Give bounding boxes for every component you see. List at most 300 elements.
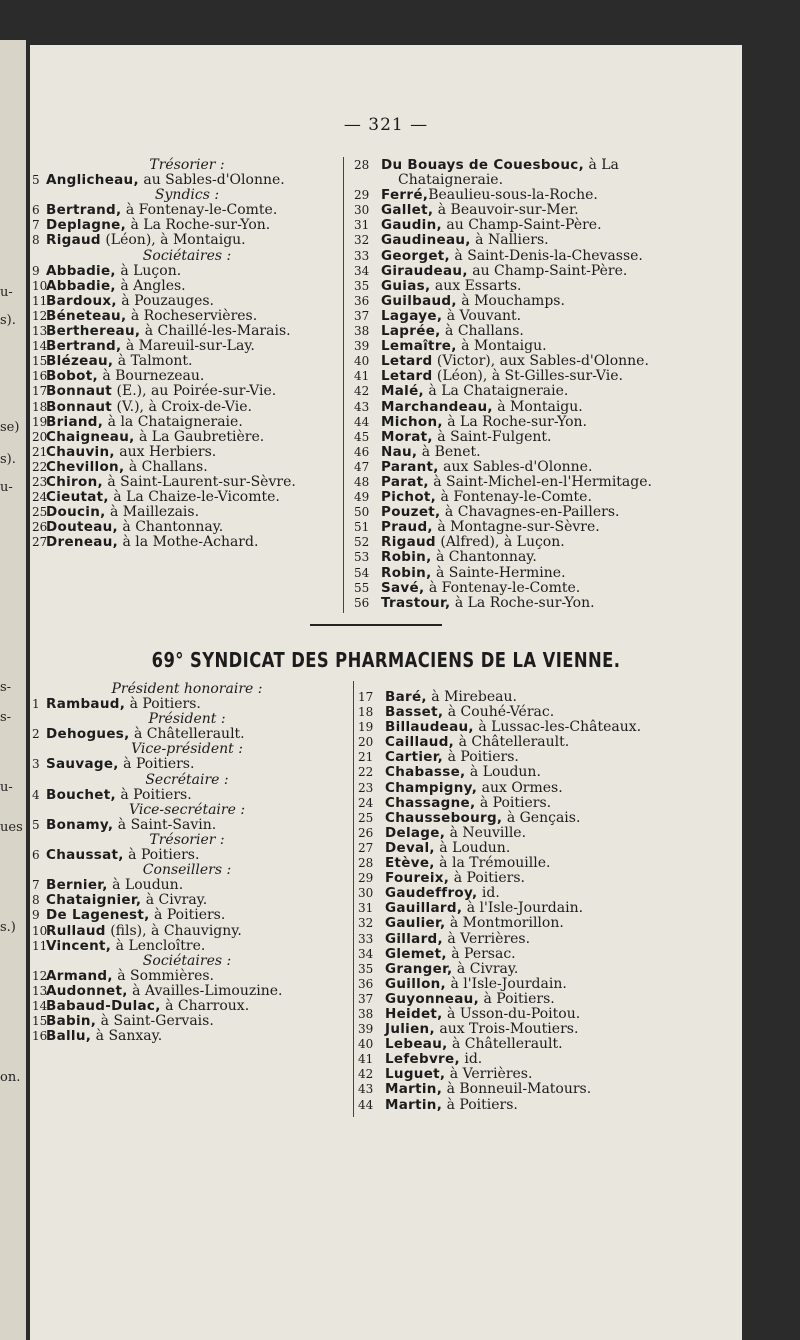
member-location: à Chantonnay. — [117, 519, 224, 536]
entry-text — [381, 596, 595, 611]
member-location: à Poitiers. — [449, 870, 525, 887]
member-name: Bonnaut — [46, 398, 113, 415]
entry-text — [46, 697, 201, 712]
member-name: Abbadie, — [46, 262, 116, 279]
list-item — [354, 581, 739, 596]
member-name: Rullaud — [46, 922, 106, 939]
member-location: à Saint-Laurent-sur-Sèvre. — [102, 473, 296, 490]
list-item — [32, 400, 342, 415]
entry-text — [385, 1082, 591, 1097]
entry-number: 40 — [354, 354, 370, 369]
list-item — [358, 916, 738, 931]
entry-text — [46, 788, 192, 803]
entry-number: 5 — [32, 173, 40, 188]
entry-number: 17 — [32, 384, 48, 399]
entry-number: 35 — [354, 278, 370, 293]
member-name: Abbadie, — [46, 277, 116, 294]
entry-text — [381, 581, 580, 596]
member-location: à Talmont. — [113, 353, 193, 370]
entry-number: 18 — [32, 399, 48, 414]
list-item — [354, 294, 739, 309]
member-location: à l'Isle-Jourdain. — [446, 975, 567, 992]
member-location: à La Roche-sur-Yon. — [442, 413, 587, 430]
member-location: à Availles-Limouzine. — [127, 982, 283, 999]
member-name: Heidet, — [385, 1005, 443, 1022]
margin-fragment: s). — [0, 313, 16, 328]
entry-number: 32 — [358, 916, 374, 931]
member-location: Beaulieu-sous-la-Roche. — [428, 187, 598, 204]
member-location: id. — [477, 885, 500, 902]
member-name: Chassagne, — [385, 794, 476, 811]
margin-fragment: u- — [0, 780, 13, 795]
entry-text — [46, 384, 276, 399]
entry-text — [46, 1014, 214, 1029]
member-name: Lebeau, — [385, 1036, 448, 1053]
entry-text — [46, 294, 214, 309]
entry-number: 19 — [358, 720, 374, 735]
list-item — [358, 947, 738, 962]
list-item — [32, 279, 342, 294]
member-name: Glemet, — [385, 945, 447, 962]
entry-number: 36 — [358, 976, 374, 991]
member-name: Chauvin, — [46, 443, 115, 460]
list-item — [358, 705, 738, 720]
entry-number: 15 — [32, 1014, 48, 1029]
member-location: à La Roche-sur-Yon. — [126, 217, 271, 234]
member-location: à Châtellerault. — [129, 726, 245, 743]
entry-text — [381, 430, 551, 445]
member-name: Ballu, — [46, 1028, 92, 1045]
list-item — [354, 415, 739, 430]
entry-text — [46, 339, 255, 354]
member-location: à Bonneuil-Matours. — [442, 1081, 592, 1098]
member-name: Bobot, — [46, 368, 98, 385]
entry-number: 28 — [354, 158, 370, 172]
member-name: Douteau, — [46, 519, 118, 536]
entry-number: 17 — [358, 690, 374, 704]
member-name: Rambaud, — [46, 696, 126, 713]
member-location: à Montmorillon. — [445, 915, 564, 932]
member-name: Bonamy, — [46, 816, 114, 833]
entry-number: 37 — [358, 991, 374, 1006]
list-item — [354, 309, 739, 324]
entry-text — [385, 977, 567, 992]
member-name: Georget, — [381, 247, 450, 264]
entry-text — [46, 415, 243, 430]
member-location: à Chavagnes-en-Paillers. — [440, 504, 620, 521]
list-item — [32, 908, 342, 923]
member-location: à Loudun. — [465, 764, 541, 781]
entry-number: 34 — [354, 263, 370, 278]
entry-text — [46, 818, 216, 833]
list-item — [358, 871, 738, 886]
member-location: à Saint-Denis-la-Chevasse. — [449, 247, 643, 264]
member-name: Cieutat, — [46, 489, 109, 506]
member-name: Giraudeau, — [381, 262, 468, 279]
entry-text — [381, 490, 592, 505]
member-name: Letard — [381, 368, 433, 385]
member-name: Babin, — [46, 1013, 97, 1030]
entry-number: 22 — [358, 765, 374, 780]
member-name: Martin, — [385, 1096, 443, 1113]
member-name: Chaigneau, — [46, 428, 135, 445]
entry-number: 36 — [354, 293, 370, 308]
entry-text — [46, 727, 245, 742]
entry-number: 30 — [354, 203, 370, 218]
role-heading: Trésorier : — [149, 831, 225, 848]
section-b-left-column — [32, 682, 342, 1044]
member-name: Deplagne, — [46, 217, 127, 234]
entry-number: 5 — [32, 817, 40, 832]
member-name: Guias, — [381, 277, 431, 294]
entry-text — [381, 415, 587, 430]
entry-number: 48 — [354, 474, 370, 489]
list-item — [358, 781, 738, 796]
entry-text — [381, 339, 547, 354]
entry-text — [46, 757, 194, 772]
entry-number: 14 — [32, 339, 48, 354]
member-name: Malé, — [381, 383, 424, 400]
margin-fragment: s- — [0, 710, 12, 725]
member-location: à Lencloître. — [111, 937, 206, 954]
entry-number: 40 — [358, 1037, 374, 1052]
member-name: Chataignier, — [46, 892, 142, 909]
member-name: Lemaître, — [381, 338, 457, 355]
entry-number: 43 — [358, 1082, 374, 1097]
section-a-column-divider — [343, 157, 344, 613]
list-item — [32, 848, 342, 863]
list-item — [354, 505, 739, 520]
member-name: Basset, — [385, 704, 444, 721]
member-name: Gauillard, — [385, 900, 463, 917]
entry-text — [381, 566, 566, 581]
member-name: Bonnaut — [46, 383, 113, 400]
entry-number: 6 — [32, 203, 40, 218]
list-item — [354, 460, 739, 475]
entry-text — [381, 233, 549, 248]
member-location: (Victor), aux Sables-d'Olonne. — [432, 353, 649, 370]
entry-number: 42 — [358, 1067, 374, 1082]
member-location: à Sommières. — [112, 967, 214, 984]
page-number: — 321 — — [343, 115, 429, 135]
list-item — [32, 233, 342, 248]
entry-number: 10 — [32, 923, 48, 938]
list-item — [358, 765, 738, 780]
member-location: à Verrières. — [442, 930, 531, 947]
entry-number: 47 — [354, 459, 370, 474]
member-location: à Civray. — [141, 892, 208, 909]
member-location: à Montaigu. — [456, 338, 547, 355]
list-item — [32, 339, 342, 354]
list-item — [32, 430, 342, 445]
member-name: Lagaye, — [381, 307, 443, 324]
entry-number: 37 — [354, 308, 370, 323]
member-name: Blézeau, — [46, 353, 114, 370]
section-a-left-column — [32, 158, 342, 550]
member-name: Parat, — [381, 473, 429, 490]
member-name: Michon, — [381, 413, 443, 430]
list-item — [32, 384, 342, 399]
list-item — [354, 475, 739, 490]
entry-text — [385, 705, 554, 720]
member-location: à Maillezais. — [105, 504, 200, 521]
entry-number: 28 — [358, 856, 374, 871]
entry-text — [46, 475, 296, 490]
entry-number: 24 — [358, 795, 374, 810]
entry-number: 8 — [32, 893, 40, 908]
entry-number: 33 — [354, 248, 370, 263]
list-item — [32, 490, 342, 505]
list-item — [32, 984, 342, 999]
list-item — [32, 505, 342, 520]
member-location: Chataigneraie. — [398, 172, 504, 189]
entry-text — [46, 400, 252, 415]
section-b-heading: 69° SYNDICAT DES PHARMACIENS DE LA VIENNE. — [151, 648, 621, 672]
entry-number: 3 — [32, 757, 40, 772]
member-location: (Léon), à St-Gilles-sur-Vie. — [432, 368, 623, 385]
member-location: à La — [584, 157, 619, 173]
entry-number: 29 — [358, 871, 374, 886]
entry-number: 9 — [32, 908, 40, 923]
entry-number: 35 — [358, 961, 374, 976]
member-name: Doucin, — [46, 504, 106, 521]
member-name: Ferré, — [381, 187, 429, 204]
entry-number: 11 — [32, 938, 48, 953]
member-location: à l'Isle-Jourdain. — [462, 900, 584, 917]
list-item — [358, 1037, 738, 1052]
entry-text — [46, 445, 216, 460]
member-name: Chiron, — [46, 473, 103, 490]
entry-number: 16 — [32, 1029, 48, 1044]
margin-fragment: u- — [0, 480, 13, 495]
list-item — [358, 1007, 738, 1022]
entry-number: 56 — [354, 595, 370, 610]
member-location: à Sanxay. — [91, 1028, 163, 1045]
entry-text — [46, 505, 199, 520]
entry-text — [385, 871, 525, 886]
member-name: Cartier, — [385, 749, 444, 766]
member-location: à Sainte-Hermine. — [431, 564, 566, 581]
member-location: à Poitiers. — [479, 990, 555, 1007]
member-name: Lefebvre, — [385, 1051, 460, 1068]
list-item — [354, 264, 739, 279]
list-item — [32, 309, 342, 324]
entry-number: 22 — [32, 459, 48, 474]
list-item — [354, 339, 739, 354]
list-item — [354, 384, 739, 399]
member-name: Caillaud, — [385, 734, 455, 751]
member-location: à Poitiers. — [475, 794, 552, 811]
member-name: Nau, — [381, 443, 418, 460]
member-name: Robin, — [381, 564, 432, 581]
member-name: Foureix, — [385, 870, 450, 887]
member-location: à Gençais. — [502, 809, 581, 826]
margin-fragment: s). — [0, 452, 16, 467]
role-heading: Président : — [148, 711, 226, 728]
member-location: id. — [459, 1051, 483, 1068]
member-location: à Poitiers. — [123, 847, 200, 864]
list-item — [32, 294, 342, 309]
member-location: à Bournezeau. — [97, 368, 205, 385]
entry-text — [381, 400, 583, 415]
member-location: aux Essarts. — [430, 277, 522, 294]
member-name: De Lagenest, — [46, 907, 150, 924]
member-location: à La Roche-sur-Yon. — [450, 594, 595, 611]
list-item — [354, 324, 739, 339]
entry-number: 8 — [32, 233, 40, 248]
entry-number: 2 — [32, 727, 40, 742]
member-location: à Couhé-Vérac. — [443, 704, 555, 721]
list-item — [32, 924, 342, 939]
entry-number: 21 — [32, 444, 48, 459]
entry-text — [385, 916, 564, 931]
member-location: à Poitiers. — [442, 1096, 518, 1113]
list-item — [354, 400, 739, 415]
member-name: Pichot, — [381, 489, 437, 506]
margin-fragment: u- — [0, 285, 13, 300]
entry-number: 25 — [32, 505, 48, 520]
member-location: à Poitiers. — [149, 907, 226, 924]
list-item — [32, 818, 342, 833]
member-location: à Vouvant. — [442, 307, 522, 324]
list-item — [354, 596, 739, 611]
entry-number: 15 — [32, 354, 48, 369]
member-location: à Loudun. — [434, 839, 511, 856]
list-item — [358, 1022, 738, 1037]
member-location: à Mouchamps. — [456, 292, 565, 309]
list-item — [32, 264, 342, 279]
entry-text — [381, 279, 521, 294]
member-location: à Persac. — [446, 945, 516, 962]
entry-text — [46, 173, 285, 188]
margin-fragment: s.) — [0, 920, 16, 935]
entry-text — [381, 249, 643, 264]
member-location: (fils), à Chauvigny. — [105, 922, 242, 939]
entry-number: 14 — [32, 998, 48, 1013]
entry-number: 27 — [32, 535, 48, 550]
entry-text — [381, 324, 524, 339]
member-name: Savé, — [381, 579, 425, 596]
member-name: Dehogues, — [46, 726, 130, 743]
role-heading: Secrétaire : — [145, 771, 229, 788]
member-name: Gaudin, — [381, 217, 442, 234]
list-item — [354, 566, 739, 581]
entry-number: 20 — [32, 429, 48, 444]
member-name: Briand, — [46, 413, 104, 430]
entry-text — [46, 924, 242, 939]
entry-number: 31 — [354, 218, 370, 233]
member-name: Bouchet, — [46, 786, 116, 803]
member-name: Sauvage, — [46, 756, 119, 773]
entry-text — [46, 264, 181, 279]
entry-number: 32 — [354, 233, 370, 248]
member-name: Vincent, — [46, 937, 112, 954]
list-item — [358, 992, 738, 1007]
list-item — [32, 969, 342, 984]
entry-text — [385, 932, 530, 947]
margin-fragment: on. — [0, 1070, 21, 1085]
member-location: à Loudun. — [107, 877, 184, 894]
entry-text — [385, 841, 510, 856]
role-heading: Vice-secrétaire : — [128, 801, 246, 818]
member-location: à Challans. — [124, 458, 208, 475]
entry-text — [381, 294, 565, 309]
member-name: Guillon, — [385, 975, 446, 992]
entry-number: 6 — [32, 848, 40, 863]
entry-number: 51 — [354, 520, 370, 535]
list-item — [358, 841, 738, 856]
member-name: Gallet, — [381, 202, 434, 219]
entry-text — [385, 1037, 563, 1052]
role-heading: Sociétaires : — [142, 247, 232, 264]
member-location: à Châtellerault. — [447, 1036, 563, 1053]
member-name: Rigaud — [381, 534, 436, 551]
member-location: (V.), à Croix-de-Vie. — [112, 398, 252, 415]
member-name: Bernier, — [46, 877, 108, 894]
entry-number: 55 — [354, 580, 370, 595]
entry-text — [46, 969, 214, 984]
entry-number: 41 — [354, 369, 370, 384]
list-item — [358, 856, 738, 871]
entry-number: 23 — [32, 474, 48, 489]
entry-number: 53 — [354, 550, 370, 565]
member-location: à Neuville. — [445, 824, 527, 841]
list-item — [354, 249, 739, 264]
member-name: Chaussebourg, — [385, 809, 503, 826]
member-location: à Chantonnay. — [431, 549, 537, 566]
entry-number: 9 — [32, 263, 40, 278]
entry-number: 44 — [354, 414, 370, 429]
entry-number: 43 — [354, 399, 370, 414]
member-location: (E.), au Poirée-sur-Vie. — [112, 383, 277, 400]
entry-text — [385, 1007, 580, 1022]
member-location: à Saint-Savin. — [113, 816, 217, 833]
member-name: Babaud-Dulac, — [46, 997, 161, 1014]
member-location: à Saint-Michel-en-l'Hermitage. — [428, 473, 652, 490]
list-item — [354, 490, 739, 505]
entry-text — [46, 233, 246, 248]
member-name: Audonnet, — [46, 982, 128, 999]
list-item — [358, 962, 738, 977]
entry-number: 33 — [358, 931, 374, 946]
member-location: à Rocheservières. — [126, 307, 258, 324]
member-location: à Challans. — [440, 323, 524, 340]
member-location: à Luçon. — [115, 262, 182, 279]
entry-text — [385, 1098, 518, 1113]
entry-number: 20 — [358, 735, 374, 750]
role-heading: Syndics : — [154, 187, 220, 204]
member-name: Praud, — [381, 519, 433, 536]
list-item — [32, 788, 342, 803]
entry-text — [381, 505, 619, 520]
member-location: à Nalliers. — [470, 232, 549, 249]
member-name: Dreneau, — [46, 534, 119, 551]
entry-text — [46, 939, 205, 954]
entry-text — [385, 690, 517, 705]
entry-number: 39 — [354, 339, 370, 354]
member-location: à Usson-du-Poitou. — [442, 1005, 581, 1022]
entry-number: 31 — [358, 901, 374, 916]
member-name: Martin, — [385, 1081, 443, 1098]
entry-text — [46, 279, 186, 294]
member-name: Chevillon, — [46, 458, 125, 475]
entry-text — [46, 490, 280, 505]
entry-number: 12 — [32, 968, 48, 983]
margin-fragment: s- — [0, 680, 12, 695]
list-item — [32, 697, 342, 712]
member-name: Delage, — [385, 824, 446, 841]
member-name: Laprée, — [381, 323, 441, 340]
